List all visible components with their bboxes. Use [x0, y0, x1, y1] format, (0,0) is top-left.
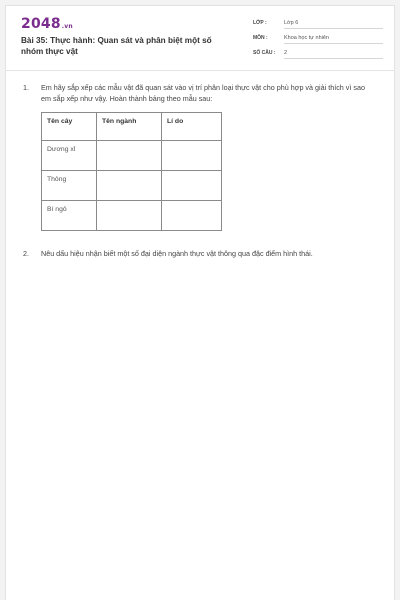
worksheet-header [6, 6, 394, 71]
lesson-title: Bài 35: Thực hành: Quan sát và phân biệt một số nhóm thực vật [21, 36, 212, 56]
table-cell: Bí ngô [42, 201, 97, 231]
table-header-cell: Lí do [162, 113, 222, 141]
meta-class-value: Lớp 6 [284, 20, 383, 29]
meta-subject-label: MÔN : [253, 35, 268, 41]
meta-class-label: LỚP : [253, 20, 267, 26]
table-header-cell: Tên cây [42, 113, 97, 141]
question-number: 2. [23, 249, 29, 258]
table-cell[interactable] [162, 171, 222, 201]
meta-class-row [253, 20, 383, 32]
table-row [42, 201, 222, 231]
meta-count-value: 2 [284, 50, 383, 59]
meta-subject-row [253, 35, 383, 47]
meta-count-row [253, 50, 383, 62]
table-cell[interactable] [162, 141, 222, 171]
table-header-row [42, 113, 222, 141]
table-cell[interactable] [97, 171, 162, 201]
answer-table [41, 112, 222, 231]
table-header-cell: Tên ngành [97, 113, 162, 141]
table-row [42, 171, 222, 201]
table-cell[interactable] [97, 201, 162, 231]
site-logo[interactable] [21, 16, 73, 32]
question-text: Em hãy sắp xếp các mẫu vật đã quan sát vào vị trí phân loại thực vật cho phù hợp và giải thích vì sao em sắp xếp như vậy. Hoàn thành bảng theo mẫu sau: [41, 83, 365, 103]
worksheet-page [5, 5, 395, 600]
question-text: Nêu dấu hiệu nhận biết một số đại diện ngành thực vật thông qua đặc điểm hình thái. [41, 249, 313, 258]
table-cell[interactable] [162, 201, 222, 231]
logo-text: 2048 [21, 16, 61, 32]
table-cell: Thông [42, 171, 97, 201]
table-row [42, 141, 222, 171]
table-cell[interactable] [97, 141, 162, 171]
table-cell: Dương xỉ [42, 141, 97, 171]
logo-domain: .vn [61, 23, 73, 30]
question-number: 1. [23, 83, 29, 92]
meta-subject-value: Khoa học tự nhiên [284, 35, 383, 44]
meta-count-label: SỐ CÂU : [253, 50, 276, 56]
